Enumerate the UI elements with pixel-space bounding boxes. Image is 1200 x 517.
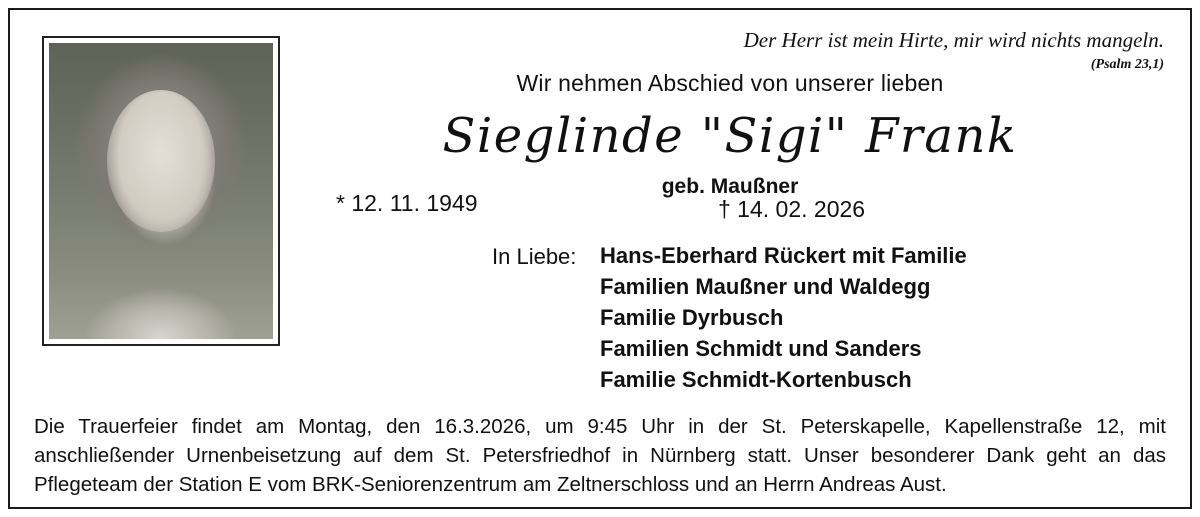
list-item: Familie Dyrbusch (600, 305, 784, 330)
mourners-block (492, 240, 967, 395)
deceased-name: Sieglinde "Sigi" Frank (442, 108, 1018, 164)
psalm-reference: (Psalm 23,1) (1090, 57, 1164, 72)
mourners-label: In Liebe: (492, 244, 577, 269)
psalm-line: Der Herr ist mein Hirte, mir wird nichts mangeln. (743, 28, 1164, 52)
psalm-quote (524, 28, 1164, 73)
intro-text: Wir nehmen Abschied von unserer lieben (516, 70, 944, 96)
list-item: Familien Schmidt und Sanders (600, 336, 922, 361)
death-date: † 14. 02. 2026 (718, 196, 866, 222)
list-item: Hans-Eberhard Rückert mit Familie (600, 243, 967, 268)
funeral-details: Die Trauerfeier findet am Montag, den 16.3.2026, um 9:45 Uhr in der St. Peterskapelle, Kapellenstraße 12, mit anschließender Urnenbeisetzung auf dem St. Petersfriedhof in Nürnberg statt. Unser besonderer Dank geht an das Pflegeteam der Station E vom BRK-Seniorenzentrum am Zeltnerschloss und an Herrn Andreas Aust. (34, 415, 1166, 496)
mourners-list (600, 240, 967, 395)
birth-date: * 12. 11. 1949 (336, 190, 478, 216)
portrait-frame (42, 36, 280, 346)
list-item: Familien Maußner und Waldegg (600, 274, 931, 299)
portrait-photo (49, 43, 273, 339)
maiden-name: geb. Maußner (661, 175, 799, 198)
life-dates (300, 190, 1160, 224)
list-item: Familie Schmidt-Kortenbusch (600, 367, 912, 392)
